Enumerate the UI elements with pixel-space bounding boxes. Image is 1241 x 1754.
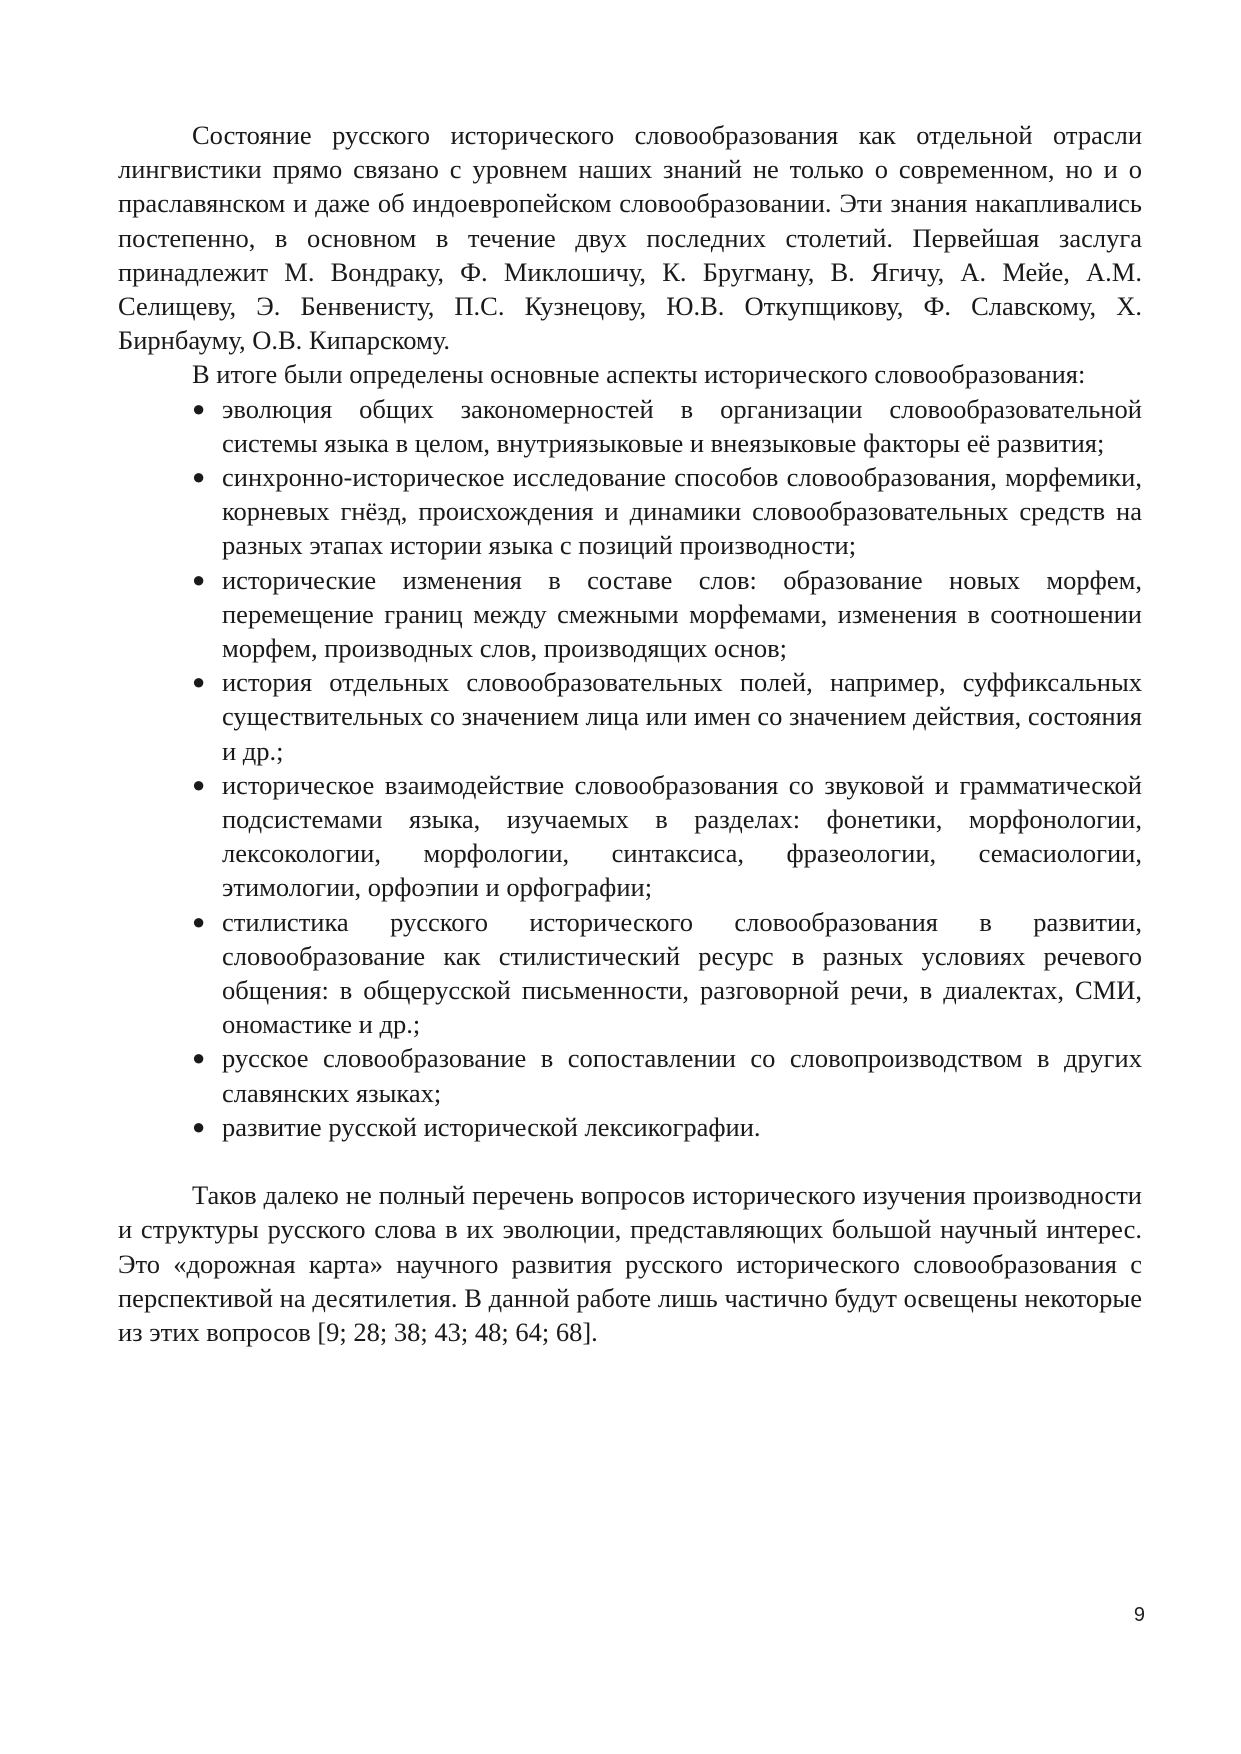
list-item xyxy=(192,1110,1142,1144)
intro-paragraph: Состояние русского исторического словообразования как отдельной отрасли лингвистики прямо связано с уровнем наших знаний не только о современном, но и о праславянском и даже об индоевропейском словообразовании. Эти знания накапливались постепенно, в основном в течение двух последних столетий. Первейшая заслуга принадлежит М. Вондраку, Ф. Миклошичу, К. Бругману, В. Ягичу, А. Мейе, А.М. Селищеву, Э. Бенвенисту, П.С. Кузнецову, Ю.В. Откупщикову, Ф. Славскому, Х. Бирнбауму, О.В. Кипарскому. xyxy=(118,120,1142,356)
bullet-icon: ● xyxy=(192,464,206,490)
bullet-icon: ● xyxy=(192,669,206,695)
bullet-icon: ● xyxy=(192,1113,206,1139)
bullet-icon: ● xyxy=(192,395,206,421)
list-item xyxy=(192,1041,1142,1109)
list-item xyxy=(192,665,1142,768)
list-item xyxy=(192,768,1142,905)
aspects-list xyxy=(118,392,1142,1144)
bullet-icon: ● xyxy=(192,771,206,797)
list-item xyxy=(192,905,1142,1042)
list-item-text: синхронно-историческое исследование способов словообразования, морфемики, корневых гнёзд, происхождения и динамики словообразовательных средств на разных этапах истории языка с позиций производности; xyxy=(222,462,1142,561)
paragraph-gap xyxy=(118,1144,1142,1178)
list-item-text: исторические изменения в составе слов: образование новых морфем, перемещение границ между смежными морфемами, изменения в соотношении морфем, производных слов, производящих основ; xyxy=(222,564,1142,664)
list-item-text: стилистика русского исторического словообразования в развитии, словообразование как стилистический ресурс в разных условиях речевого общения: в общерусской письменности, разговорной речи, в диалектах, СМИ, ономастике и др.; xyxy=(222,906,1142,1040)
document-page xyxy=(118,118,1142,1349)
page-number: 9 xyxy=(1133,1604,1145,1626)
bullet-icon: ● xyxy=(192,566,206,592)
list-item xyxy=(192,392,1142,460)
list-item-text: русское словообразование в сопоставлении со словопроизводством в других славянских языках; xyxy=(222,1043,1142,1108)
aspects-lead-paragraph: В итоге были определены основные аспекты исторического словообразования: xyxy=(192,359,1086,390)
list-item-text: развитие русской исторической лексикографии. xyxy=(222,1111,761,1142)
list-item-text: эволюция общих закономерностей в организации словообразовательной системы языка в целом, внутриязыковые и внеязыковые факторы её развития; xyxy=(222,393,1142,458)
conclusion-paragraph: Таков далеко не полный перечень вопросов исторического изучения производности и структуры русского слова в их эволюции, представляющих большой научный интерес. Это «дорожная карта» научного развития русского исторического словообразования с перспективой на десятилетия. В данной работе лишь частично будут освещены некоторые из этих вопросов [9; 28; 38; 43; 48; 64; 68]. xyxy=(118,1180,1142,1347)
list-item-text: история отдельных словообразовательных полей, например, суффиксальных существительных со значением лица или имен со значением действия, состояния и др.; xyxy=(222,667,1142,766)
list-item-text: историческое взаимодействие словообразования со звуковой и грамматической подсистемами языка, изучаемых в разделах: фонетики, морфонологии, лексокологии, морфологии, синтаксиса, фразеологии, семасиологии, этимологии, орфоэпии и орфографии; xyxy=(222,769,1142,903)
bullet-icon: ● xyxy=(192,1045,206,1071)
list-item xyxy=(192,460,1142,563)
bullet-icon: ● xyxy=(192,908,206,934)
list-item xyxy=(192,563,1142,666)
